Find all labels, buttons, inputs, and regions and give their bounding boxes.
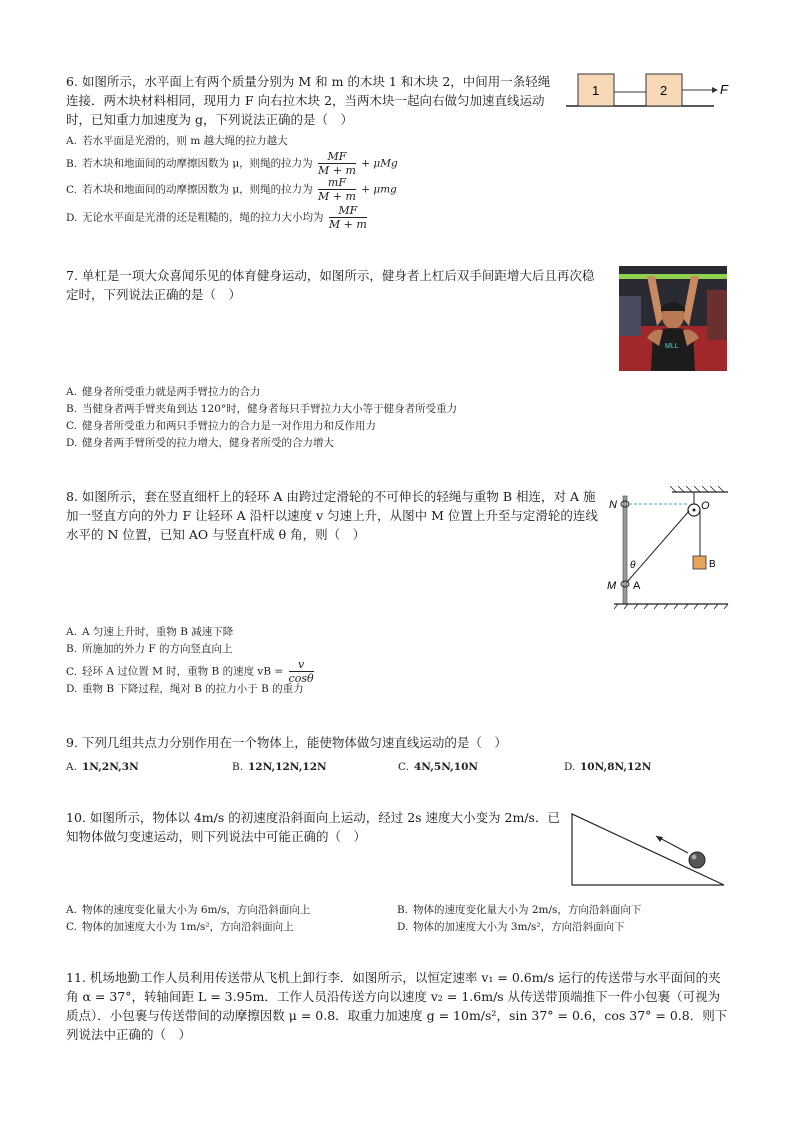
q9-option-b[interactable]: B. 12N,12N,12N xyxy=(232,761,327,773)
weight-B xyxy=(693,556,706,569)
question-7-stem: 7. 单杠是一项大众喜闻乐见的体育健身运动，如图所示，健身者上杠后双手间距增大后且再次稳定时，下列说法正确的是（ ） xyxy=(66,268,595,302)
q7-option-c[interactable]: C. 健身者所受重力和两只手臂拉力的合力是一对作用力和反作用力 xyxy=(66,420,376,432)
q7-option-b[interactable]: B. 当健身者两手臂夹角到达 120°时，健身者每只手臂拉力大小等于健身者所受重力 xyxy=(66,403,458,415)
label-N: N xyxy=(609,499,617,511)
q7-option-a[interactable]: A. 健身者所受重力就是两手臂拉力的合力 xyxy=(66,386,261,398)
q6-option-b[interactable]: B. 若木块和地面间的动摩擦因数为 μ，则绳的拉力为 $\frac{MF}{M + m}$ + μMg xyxy=(66,150,398,177)
label-theta: θ xyxy=(630,560,636,571)
label-A: A xyxy=(633,580,641,592)
label-M: M xyxy=(607,580,617,592)
q10-incline-diagram xyxy=(566,808,730,890)
pullup-photo xyxy=(619,266,727,371)
q10-option-c[interactable]: C. 物体的加速度大小为 1m/s²，方向沿斜面向上 xyxy=(66,921,294,933)
question-11 xyxy=(66,968,728,1044)
q8-option-c[interactable]: C. 轻环 A 过位置 M 时，重物 B 的速度 vB = $\frac{v}{\cos\theta}$ xyxy=(66,658,314,685)
shirt-logo-text: MLL xyxy=(665,343,679,350)
q9-option-c[interactable]: C. 4N,5N,10N xyxy=(398,761,478,773)
question-8-stem: 8. 如图所示，套在竖直细杆上的轻环 A 由跨过定滑轮的不可伸长的轻绳与重物 B 相连，对 A 施加一竖直方向的外力 F 让轻环 A 沿杆以速度 v 匀速上升，从图中 M 位置上升至与定滑轮的连线水平的 N 位置，已知 AO 与竖直杆成 θ 角，则（ ） xyxy=(66,489,598,542)
q6-blocks-diagram xyxy=(562,70,734,112)
question-10-stem: 10. 如图所示，物体以 4m/s 的初速度沿斜面向上运动，经过 2s 速度大小变为 2m/s．已知物体做匀变速运动，则下列说法中可能正确的（ ） xyxy=(66,810,560,844)
label-O: O xyxy=(701,500,710,512)
ball xyxy=(689,852,705,868)
question-7 xyxy=(66,266,606,304)
q10-option-d[interactable]: D. 物体的加速度大小为 3m/s²，方向沿斜面向下 xyxy=(397,921,625,933)
q8-option-b[interactable]: B. 所施加的外力 F 的方向竖直向上 xyxy=(66,643,233,655)
q6-option-d[interactable]: D. 无论水平面是光滑的还是粗糙的，绳的拉力大小均为 $\frac{MF}{M + m}$ xyxy=(66,204,367,231)
question-9-stem: 9. 下列几组共点力分别作用在一个物体上，能使物体做匀速直线运动的是（ ） xyxy=(66,735,507,750)
question-8 xyxy=(66,487,600,544)
q8-option-d[interactable]: D. 重物 B 下降过程，绳对 B 的拉力小于 B 的重力 xyxy=(66,683,304,695)
q6-option-a[interactable]: A. 若水平面是光滑的，则 m 越大绳的拉力越大 xyxy=(66,135,288,147)
incline xyxy=(572,814,724,885)
q10-option-b[interactable]: B. 物体的速度变化量大小为 2m/s，方向沿斜面向下 xyxy=(397,904,642,916)
q8-option-a[interactable]: A. A 匀速上升时，重物 B 减速下降 xyxy=(66,626,234,638)
question-9 xyxy=(66,733,726,752)
block-1-label: 1 xyxy=(592,83,600,98)
label-B: B xyxy=(709,559,716,570)
q9-option-a[interactable]: A. 1N,2N,3N xyxy=(66,761,139,773)
force-label: F xyxy=(720,82,728,97)
question-11-stem: 11. 机场地勤工作人员利用传送带从飞机上卸行李．如图所示，以恒定速率 v₁ = 0.6m/s 运行的传送带与水平面间的夹角 α = 37°，转轴间距 L = 3.95m．工作人员沿传送方向以速度 v₂ = 1.6m/s 从传送带顶端推下一件小包裹（可视为质点）．小包裹与传送带间的动摩擦因数 μ = 0.8．取重力加速度 g = 10m/s²，sin 37° = 0.6，cos 37° = 0.8．则下列说法中正确的（ ） xyxy=(66,970,728,1042)
q8-pulley-diagram xyxy=(604,486,732,610)
q7-option-d[interactable]: D. 健身者两手臂所受的拉力增大，健身者所受的合力增大 xyxy=(66,437,334,449)
question-6-stem: 6. 如图所示，水平面上有两个质量分别为 M 和 m 的木块 1 和木块 2，中间用一条轻绳连接．两木块材料相同，现用力 F 向右拉木块 2，当两木块一起向右做匀加速直线运动时，已知重力加速度为 g，下列说法正确的是（ ） xyxy=(66,74,551,127)
block-2-label: 2 xyxy=(660,83,668,98)
q6-option-c[interactable]: C. 若木块和地面间的动摩擦因数为 μ，则绳的拉力为 $\frac{mF}{M + m}$ + μmg xyxy=(66,176,397,203)
pullup-bar xyxy=(619,274,727,279)
question-10 xyxy=(66,808,562,846)
question-6 xyxy=(66,72,558,129)
vertical-rod xyxy=(623,496,627,604)
q9-option-d[interactable]: D. 10N,8N,12N xyxy=(564,761,652,773)
q10-option-a[interactable]: A. 物体的速度变化量大小为 6m/s，方向沿斜面向上 xyxy=(66,904,311,916)
